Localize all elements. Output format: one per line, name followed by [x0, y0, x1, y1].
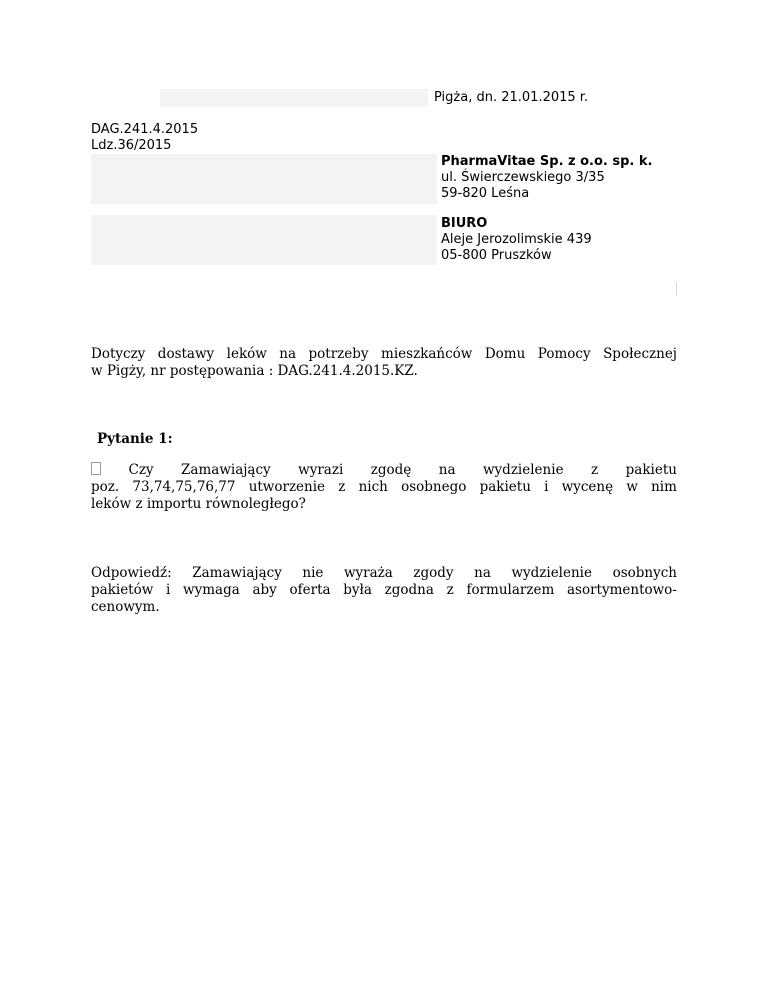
- word: aby: [252, 582, 277, 598]
- subject-line-2: w Pigży, nr postępowania : DAG.241.4.2015.KZ.: [91, 363, 418, 379]
- recipient-1-address: [441, 154, 653, 202]
- word: i: [166, 582, 171, 598]
- word: wymaga: [183, 582, 240, 598]
- word: leków: [226, 346, 267, 362]
- date-shading: [160, 89, 428, 107]
- word: Domu: [484, 346, 526, 362]
- word: zgody: [413, 565, 454, 581]
- word: Zamawiający: [181, 462, 271, 478]
- case-number: DAG.241.4.2015: [91, 122, 199, 137]
- word: dostawy: [157, 346, 215, 362]
- word: asortymentowo-: [566, 582, 677, 598]
- word: z: [338, 479, 346, 495]
- answer-line-2: [91, 582, 677, 599]
- word: oferta: [289, 582, 331, 598]
- recipient-1-shading: [91, 154, 437, 204]
- subject-paragraph: [91, 346, 677, 380]
- word: zgodę: [370, 462, 412, 478]
- recipient-2-street: Aleje Jerozolimskie 439: [441, 232, 592, 247]
- recipient-2-address: [441, 216, 592, 264]
- question-line-2: [91, 479, 677, 496]
- word: nie: [302, 565, 324, 581]
- word: Dotyczy: [91, 346, 146, 362]
- word: wyrazi: [298, 462, 344, 478]
- recipient-2-shading: [91, 215, 437, 265]
- word: na: [279, 346, 297, 362]
- word: osobnego: [401, 479, 467, 495]
- question-paragraph: [91, 462, 677, 513]
- word: Pomocy: [537, 346, 591, 362]
- answer-paragraph: [91, 565, 677, 616]
- word: wyraża: [343, 565, 393, 581]
- word: osobnych: [612, 565, 677, 581]
- word: pakietu: [625, 462, 677, 478]
- word: pakietów: [91, 582, 154, 598]
- divider-mark: [676, 282, 677, 296]
- word: poz.: [91, 479, 120, 495]
- recipient-2-city: 05-800 Pruszków: [441, 248, 552, 263]
- word: Odpowiedź:: [91, 565, 172, 581]
- word: wydzielenie: [511, 565, 592, 581]
- word: była: [343, 582, 372, 598]
- word: z: [591, 462, 599, 478]
- word: Zamawiający: [192, 565, 282, 581]
- word: utworzenie: [248, 479, 326, 495]
- reference-block: [91, 122, 198, 154]
- bullet-icon: [91, 462, 101, 479]
- word: na: [474, 565, 491, 581]
- word: pakietu: [479, 479, 531, 495]
- recipient-2-name: BIURO: [441, 216, 488, 231]
- question-title: Pytanie 1:: [97, 431, 173, 447]
- word: nich: [358, 479, 388, 495]
- word: i: [544, 479, 549, 495]
- word: formularzem: [466, 582, 555, 598]
- word: potrzeby: [308, 346, 369, 362]
- word: z: [446, 582, 454, 598]
- ldz-number: Ldz.36/2015: [91, 138, 172, 153]
- word: zgodna: [384, 582, 434, 598]
- word: mieszkańców: [381, 346, 473, 362]
- word: na: [438, 462, 456, 478]
- recipient-1-city: 59-820 Leśna: [441, 186, 530, 201]
- word: wycenę: [561, 479, 614, 495]
- question-line-1: [91, 462, 677, 479]
- recipient-1-name: PharmaVitae Sp. z o.o. sp. k.: [441, 154, 653, 169]
- word: w: [626, 479, 638, 495]
- word: nim: [651, 479, 677, 495]
- answer-line-3: cenowym.: [91, 599, 160, 615]
- subject-line-1: [91, 346, 677, 363]
- word: wydzielenie: [483, 462, 564, 478]
- recipient-1-street: ul. Świerczewskiego 3/35: [441, 170, 605, 185]
- word: 73,74,75,76,77: [132, 479, 236, 495]
- word: Społecznej: [603, 346, 677, 362]
- word: Czy: [128, 462, 154, 478]
- question-line-3: leków z importu równoległego?: [91, 496, 306, 512]
- answer-line-1: [91, 565, 677, 582]
- place-and-date: Pigża, dn. 21.01.2015 r.: [434, 90, 589, 105]
